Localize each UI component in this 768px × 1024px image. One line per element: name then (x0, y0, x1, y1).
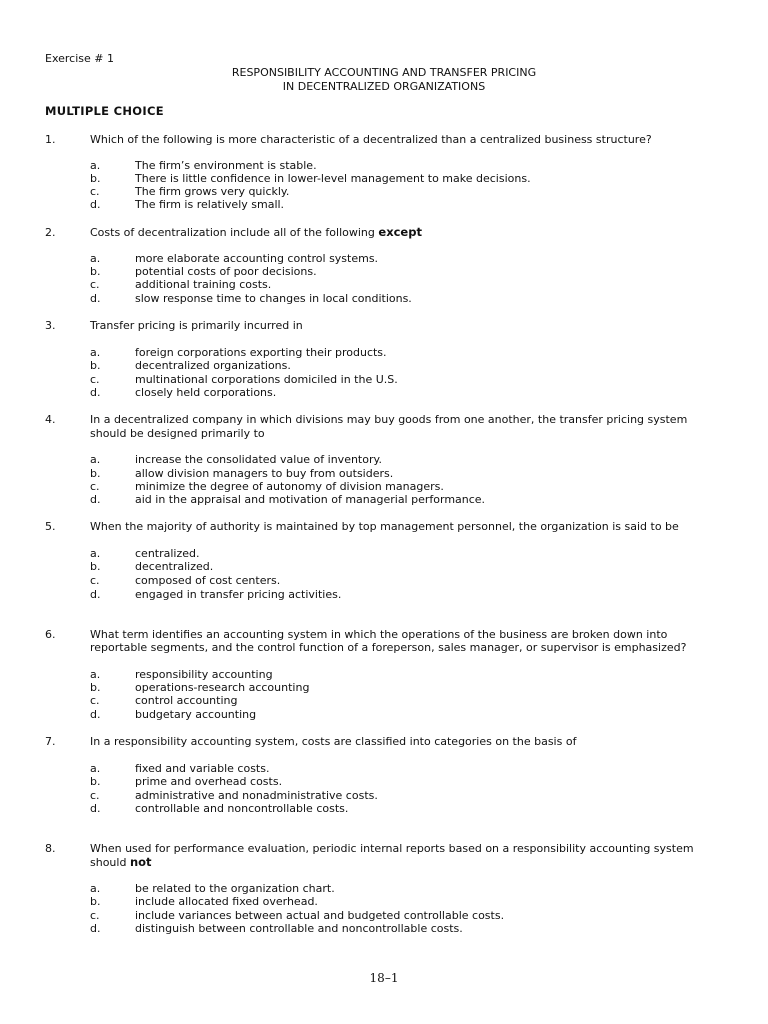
title-line-1: RESPONSIBILITY ACCOUNTING AND TRANSFER PRICING (231, 66, 537, 79)
option-text: more elaborate accounting control systems. (135, 252, 379, 265)
option-text: The firm grows very quickly. (135, 185, 290, 198)
option-text: controllable and noncontrollable costs. (135, 802, 349, 815)
question-text-continued: should be designed primarily to (90, 427, 265, 440)
question-emphasis: not (129, 855, 152, 869)
option-text: additional training costs. (135, 278, 272, 291)
option-letter: c. (90, 574, 100, 587)
question-text-main: should (90, 856, 130, 869)
option-letter: b. (90, 265, 101, 278)
option-letter: a. (90, 453, 101, 466)
option-letter: d. (90, 386, 101, 399)
question-text: In a responsibility accounting system, costs are classified into categories on the basis of (90, 735, 577, 748)
option-letter: c. (90, 278, 100, 291)
question-emphasis: except (378, 225, 422, 239)
question-number: 8. (45, 842, 56, 855)
option-letter: a. (90, 159, 101, 172)
option-letter: c. (90, 185, 100, 198)
option-letter: b. (90, 775, 101, 788)
question-text (90, 226, 422, 239)
question-text: In a decentralized company in which divisions may buy goods from one another, the transfer pricing system (90, 413, 688, 426)
option-letter: b. (90, 681, 101, 694)
option-text: administrative and nonadministrative costs. (135, 789, 378, 802)
option-text: operations-research accounting (135, 681, 310, 694)
question-text-main: Costs of decentralization include all of the following (90, 226, 379, 239)
option-text: be related to the organization chart. (135, 882, 335, 895)
option-text: decentralized. (135, 560, 214, 573)
option-letter: d. (90, 588, 101, 601)
option-letter: d. (90, 493, 101, 506)
question-text-continued (90, 856, 152, 869)
option-letter: b. (90, 359, 101, 372)
option-letter: a. (90, 547, 101, 560)
option-letter: c. (90, 373, 100, 386)
option-letter: d. (90, 922, 101, 935)
option-text: closely held corporations. (135, 386, 277, 399)
option-text: composed of cost centers. (135, 574, 281, 587)
option-text: include variances between actual and budgeted controllable costs. (135, 909, 505, 922)
option-letter: b. (90, 172, 101, 185)
option-text: minimize the degree of autonomy of division managers. (135, 480, 444, 493)
option-text: control accounting (135, 694, 238, 707)
option-text: prime and overhead costs. (135, 775, 283, 788)
question-number: 7. (45, 735, 56, 748)
question-text: Transfer pricing is primarily incurred in (90, 319, 303, 332)
question-number: 3. (45, 319, 56, 332)
option-text: distinguish between controllable and noncontrollable costs. (135, 922, 463, 935)
option-letter: b. (90, 560, 101, 573)
option-letter: a. (90, 346, 101, 359)
option-letter: d. (90, 292, 101, 305)
option-text: fixed and variable costs. (135, 762, 270, 775)
option-text: multinational corporations domiciled in the U.S. (135, 373, 398, 386)
option-text: The firm’s environment is stable. (135, 159, 317, 172)
option-letter: b. (90, 467, 101, 480)
option-text: foreign corporations exporting their products. (135, 346, 387, 359)
question-number: 1. (45, 133, 56, 146)
option-letter: d. (90, 198, 101, 211)
option-text: budgetary accounting (135, 708, 257, 721)
title-line-2: IN DECENTRALIZED ORGANIZATIONS (282, 80, 486, 93)
option-letter: a. (90, 762, 101, 775)
option-text: slow response time to changes in local conditions. (135, 292, 412, 305)
option-text: allow division managers to buy from outsiders. (135, 467, 394, 480)
option-text: engaged in transfer pricing activities. (135, 588, 342, 601)
option-letter: c. (90, 909, 100, 922)
question-text-continued: reportable segments, and the control function of a foreperson, sales manager, or supervisor is emphasized? (90, 641, 687, 654)
option-text: increase the consolidated value of inventory. (135, 453, 382, 466)
exercise-label: Exercise # 1 (45, 52, 114, 65)
option-text: The firm is relatively small. (135, 198, 285, 211)
option-text: responsibility accounting (135, 668, 273, 681)
option-text: include allocated fixed overhead. (135, 895, 318, 908)
option-letter: a. (90, 252, 101, 265)
option-text: potential costs of poor decisions. (135, 265, 317, 278)
option-letter: c. (90, 480, 100, 493)
question-number: 2. (45, 226, 56, 239)
option-text: aid in the appraisal and motivation of managerial performance. (135, 493, 486, 506)
question-text: When used for performance evaluation, periodic internal reports based on a responsibility accounting system (90, 842, 694, 855)
question-text: Which of the following is more characteristic of a decentralized than a centralized business structure? (90, 133, 652, 146)
question-text: What term identifies an accounting system in which the operations of the business are broken down into (90, 628, 668, 641)
option-text: decentralized organizations. (135, 359, 291, 372)
option-letter: c. (90, 789, 100, 802)
option-letter: b. (90, 895, 101, 908)
question-number: 4. (45, 413, 56, 426)
question-number: 6. (45, 628, 56, 641)
option-text: centralized. (135, 547, 200, 560)
option-letter: a. (90, 668, 101, 681)
page-number: 18–1 (369, 971, 399, 985)
option-letter: d. (90, 802, 101, 815)
section-heading: MULTIPLE CHOICE (45, 104, 164, 118)
question-text: When the majority of authority is maintained by top management personnel, the organization is said to be (90, 520, 679, 533)
option-text: There is little confidence in lower-level management to make decisions. (135, 172, 531, 185)
question-number: 5. (45, 520, 56, 533)
option-letter: d. (90, 708, 101, 721)
option-letter: c. (90, 694, 100, 707)
option-letter: a. (90, 882, 101, 895)
